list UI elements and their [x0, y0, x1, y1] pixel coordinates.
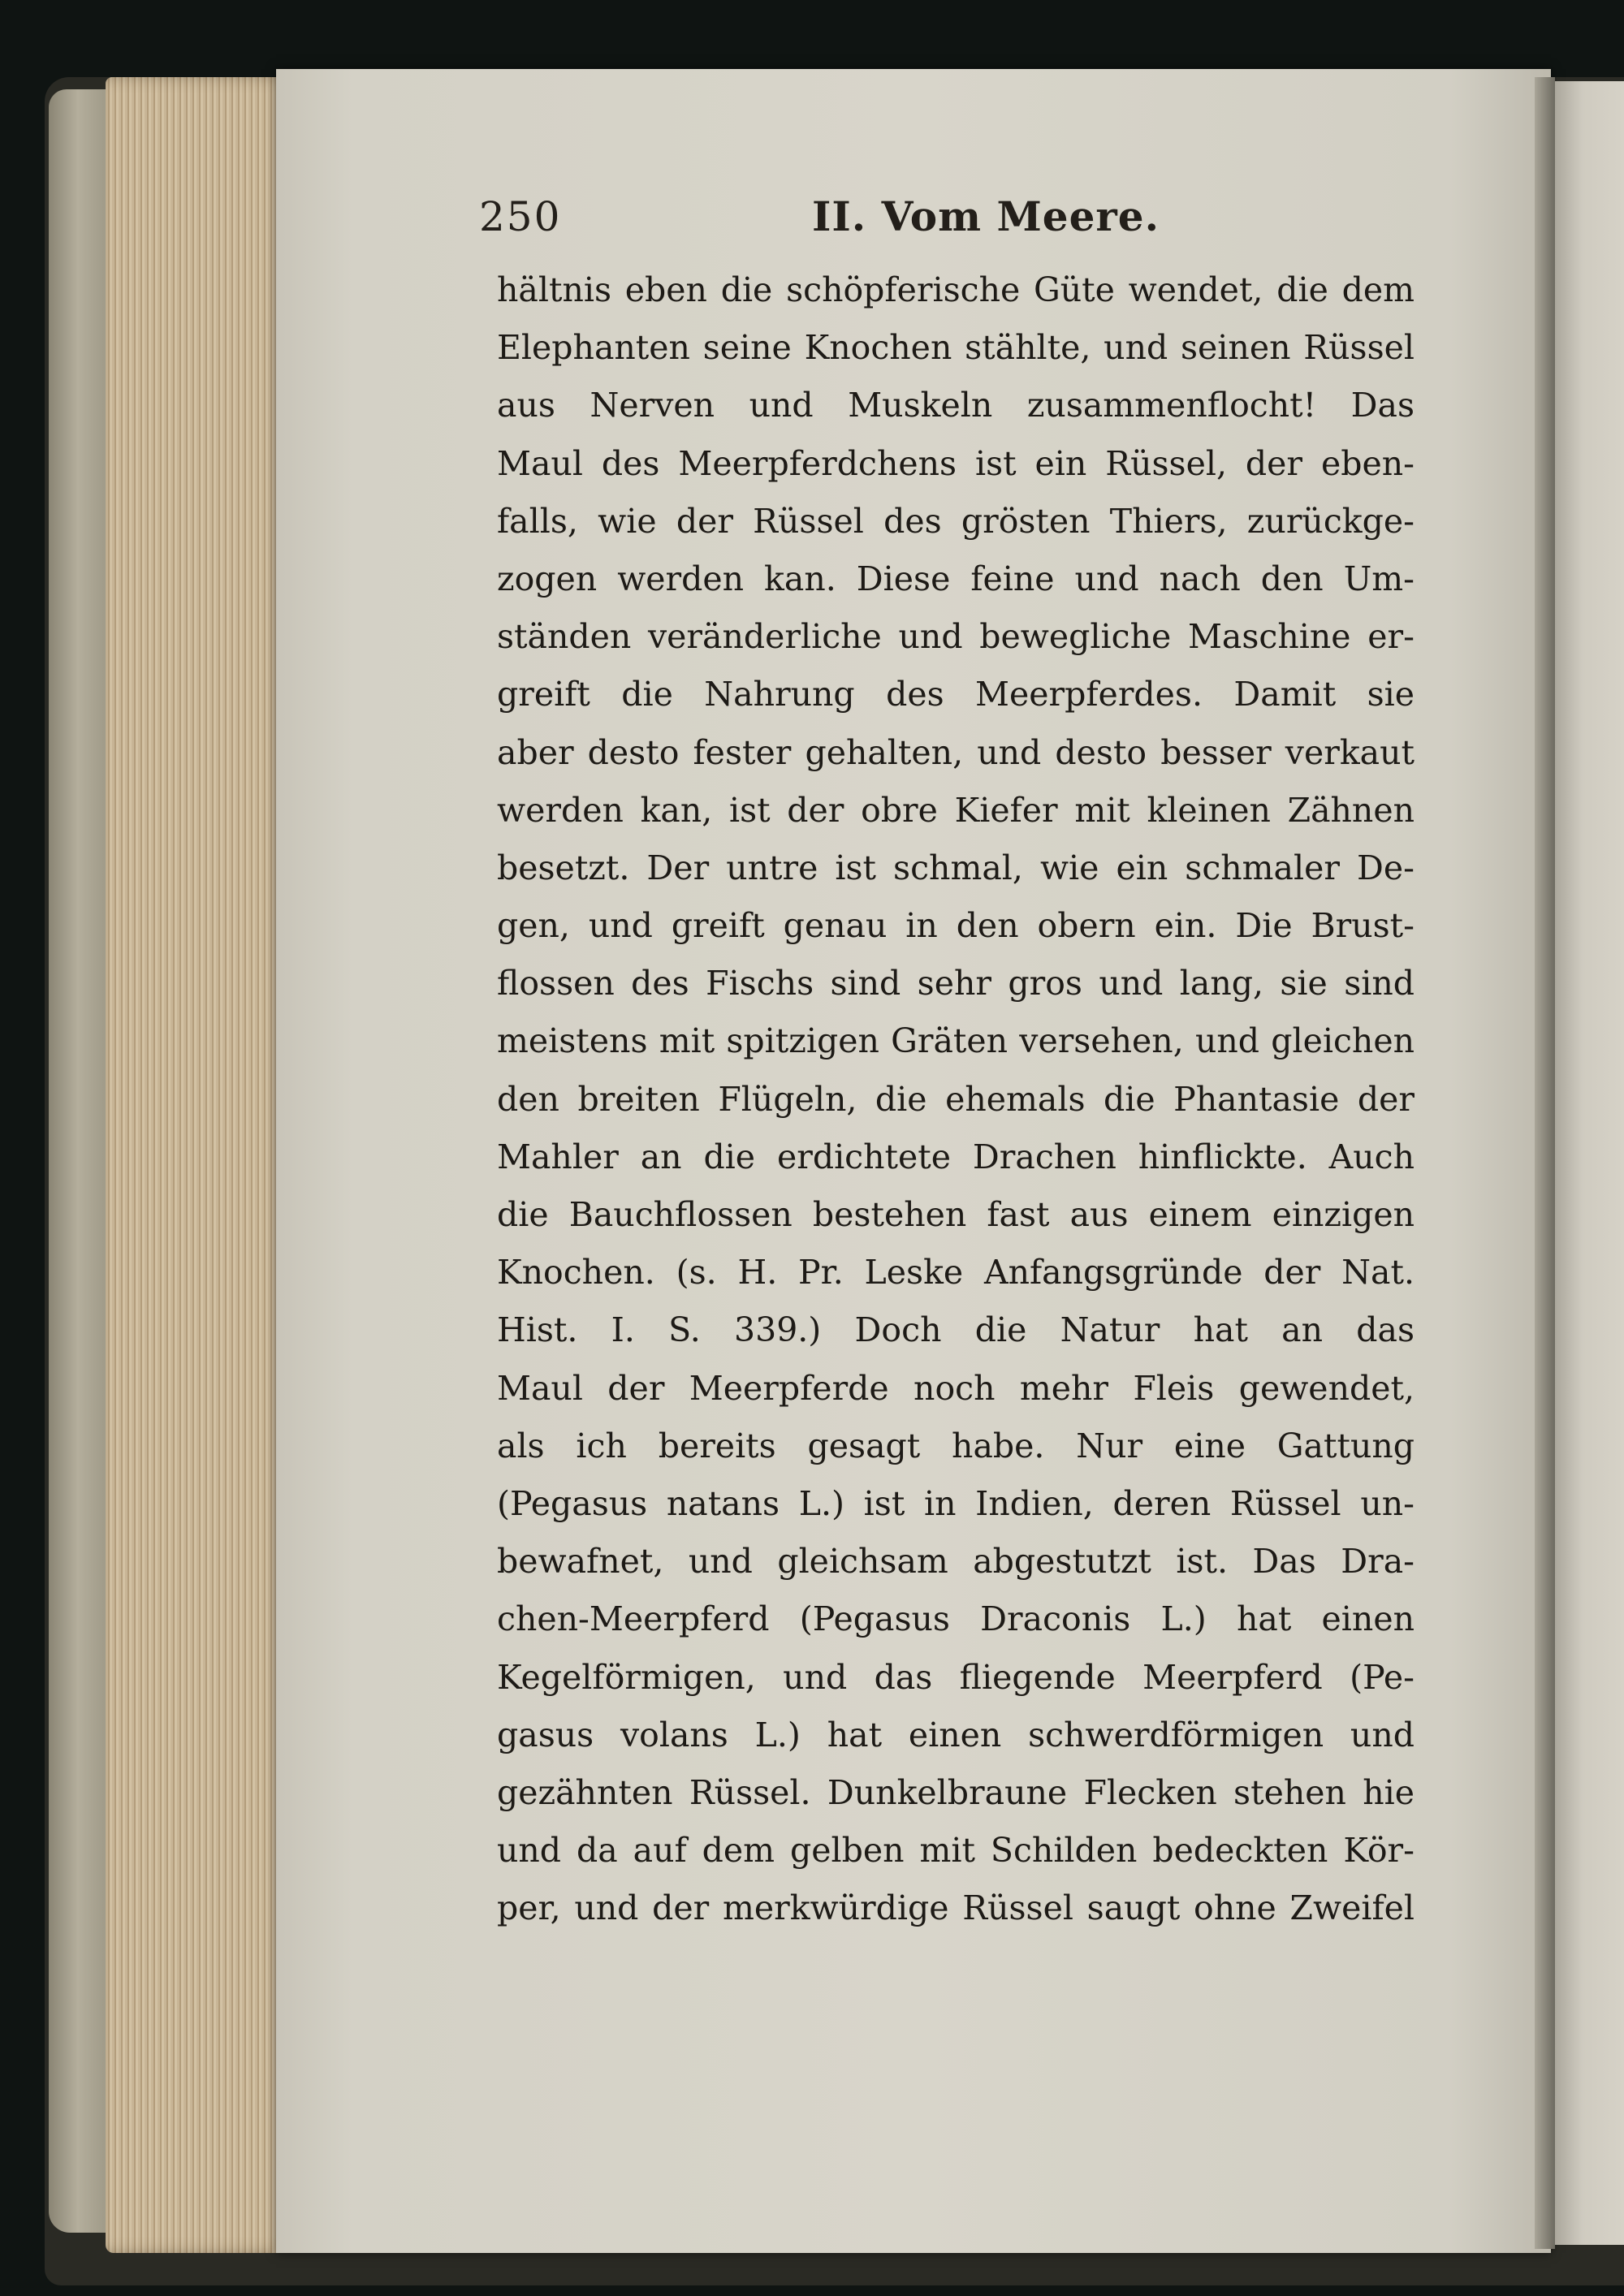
text-line: und da auf dem gelben mit Schilden bedeckten Kör- — [497, 1831, 1415, 1871]
text-line: Mahler an die erdichtete Drachen hinflickte. Auch — [497, 1137, 1415, 1176]
page-header — [479, 188, 1437, 245]
text-line: Kegelförmigen, und das fliegende Meerpferd (Pe- — [497, 1657, 1415, 1697]
text-line: flossen des Fischs sind sehr gros und lang, sie sind — [497, 964, 1415, 1003]
text-line: ständen veränderliche und bewegliche Maschine er- — [497, 617, 1415, 657]
text-line: gasus volans L.) hat einen schwerdförmigen und — [497, 1715, 1415, 1754]
text-line: zogen werden kan. Diese feine und nach den Um- — [497, 559, 1415, 598]
text-line: greift die Nahrung des Meerpferdes. Damit sie — [497, 675, 1415, 714]
text-line: aber desto fester gehalten, und desto besser verkaut — [497, 732, 1415, 772]
text-line: Maul des Meerpferdchens ist ein Rüssel, der eben- — [497, 443, 1415, 483]
text-line: den breiten Flügeln, die ehemals die Phantasie der — [497, 1079, 1415, 1119]
text-line: Hist. I. S. 339.) Doch die Natur hat an das — [497, 1310, 1415, 1350]
page-number: 250 — [479, 193, 562, 240]
text-line: meistens mit spitzigen Gräten versehen, und gleichen — [497, 1021, 1415, 1061]
text-line: per, und der merkwürdige Rüssel saugt ohne Zweifel — [497, 1888, 1415, 1928]
text-line: aus Nerven und Muskeln zusammenflocht! Das — [497, 386, 1415, 425]
text-line: bewafnet, und gleichsam abgestutzt ist. Das Dra- — [497, 1542, 1415, 1582]
facing-page-edge — [1555, 81, 1624, 2245]
text-line: Knochen. (s. H. Pr. Leske Anfangsgründe der Nat. — [497, 1253, 1415, 1293]
page-edges — [106, 77, 300, 2253]
text-line: gezähnten Rüssel. Dunkelbraune Flecken stehen hie — [497, 1772, 1415, 1812]
text-line: Elephanten seine Knochen stählte, und seinen Rüssel — [497, 328, 1415, 368]
running-title: II. Vom Meere. — [812, 192, 1160, 240]
text-line: gen, und greift genau in den obern ein. Die Brust- — [497, 906, 1415, 946]
book-board-edge — [49, 89, 114, 2233]
text-line: werden kan, ist der obre Kiefer mit kleinen Zähnen — [497, 790, 1415, 830]
text-line: falls, wie der Rüssel des grösten Thiers, zurückge- — [497, 501, 1415, 541]
book-gutter — [1535, 77, 1555, 2249]
text-line: besetzt. Der untre ist schmal, wie ein schmaler De- — [497, 848, 1415, 887]
text-line: (Pegasus natans L.) ist in Indien, deren Rüssel un- — [497, 1483, 1415, 1523]
text-line: als ich bereits gesagt habe. Nur eine Gattung — [497, 1426, 1415, 1465]
text-line: Maul der Meerpferde noch mehr Fleis gewendet, — [497, 1368, 1415, 1408]
text-line: die Bauchflossen bestehen fast aus einem einzigen — [497, 1195, 1415, 1234]
text-line: chen-Meerpferd (Pegasus Draconis L.) hat einen — [497, 1599, 1415, 1639]
body-text — [497, 261, 1415, 1937]
text-line: hältnis eben die schöpferische Güte wendet, die dem — [497, 270, 1415, 309]
